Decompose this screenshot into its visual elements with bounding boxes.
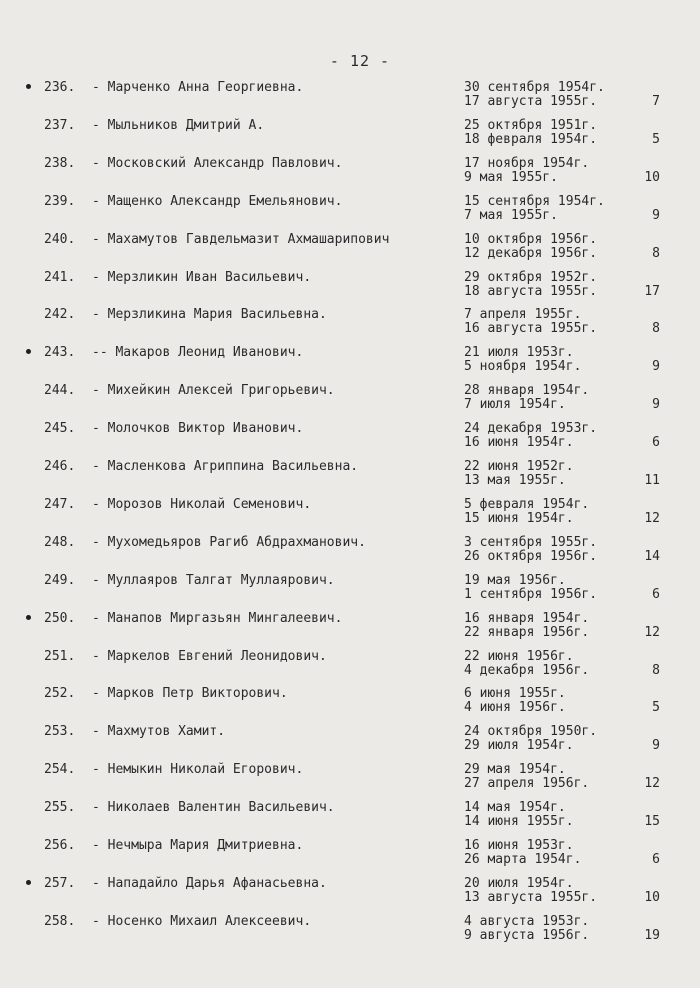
person-name: - Нечмыра Мария Дмитриевна. [92,838,304,853]
date-first: 16 июня 1953г. [464,838,574,853]
entry-count: 5 [652,131,660,147]
list-item [0,686,700,724]
date-second: 7 мая 1955г. [464,207,558,223]
list-item [0,573,700,611]
entry-count: 12 [644,510,660,526]
entry-number: 245. [44,421,76,437]
person-name: - Махамутов Гавдельмазит Ахмашарипович [92,231,390,247]
entry-count: 6 [652,852,660,867]
list-item [0,232,700,270]
date-second: 5 ноября 1954г. [464,359,582,375]
entry-number: 250. [44,610,76,626]
entry-number: 238. [44,155,76,171]
entry-count: 8 [652,245,660,261]
entry-count: 12 [644,624,660,640]
person-name: - Московский Александр Павлович. [92,155,343,171]
date-second: 9 августа 1956г. [464,927,590,943]
list-item [0,383,700,421]
person-name: - Мерзликина Мария Васильевна. [92,307,327,323]
list-item [0,838,700,876]
list-item [0,800,700,838]
date-second: 4 июня 1956г. [464,700,566,716]
date-first: 19 мая 1956г. [464,572,566,588]
date-second: 26 октября 1956г. [464,548,598,564]
entry-count: 15 [644,814,660,830]
date-first: 22 июня 1956г. [464,648,574,664]
entry-number: 244. [44,383,76,399]
margin-mark [26,84,31,89]
entry-count: 12 [644,776,660,792]
date-first: 29 октября 1952г. [464,269,598,285]
person-name: - Морозов Николай Семенович. [92,496,312,512]
entry-number: 248. [44,534,76,550]
date-first: 29 мая 1954г. [464,762,566,778]
person-name: - Немыкин Николай Егорович. [92,762,304,778]
page-number: - 12 - [329,52,391,70]
entry-count: 7 [652,94,660,109]
list-item [0,459,700,497]
entry-number: 253. [44,724,76,740]
person-name: - Мащенко Александр Емельянович. [92,193,343,209]
list-item [0,156,700,194]
person-name: - Мыльников Дмитрий А. [92,117,265,133]
entry-number: 237. [44,117,76,133]
list-item [0,270,700,308]
entry-number: 252. [44,686,76,702]
entry-number: 246. [44,459,76,474]
list-item [0,535,700,573]
date-second: 17 августа 1955г. [464,94,598,109]
entry-number: 241. [44,269,76,285]
date-first: 30 сентября 1954г. [464,80,605,95]
date-first: 24 декабря 1953г. [464,421,598,437]
date-second: 9 мая 1955г. [464,169,558,185]
person-name: - Манапов Миргазьян Мингалеевич. [92,610,343,626]
entry-count: 6 [652,586,660,602]
person-name: - Марченко Анна Георгиевна. [92,80,304,95]
date-first: 21 июля 1953г. [464,345,574,361]
person-name: - Масленкова Агриппина Васильевна. [92,459,359,474]
list-item [0,762,700,800]
date-first: 14 мая 1954г. [464,800,566,816]
list-item [0,497,700,535]
entry-count: 11 [644,473,660,488]
entry-count: 5 [652,700,660,716]
margin-mark [26,880,31,885]
entry-count: 9 [652,397,660,413]
list-item [0,914,700,952]
list-item [0,345,700,383]
date-second: 27 апреля 1956г. [464,776,590,792]
entry-count: 8 [652,662,660,678]
entry-number: 239. [44,193,76,209]
person-name: - Муллаяров Талгат Муллаярович. [92,572,335,588]
date-second: 16 августа 1955г. [464,321,598,337]
date-second: 22 января 1956г. [464,624,590,640]
date-first: 17 ноября 1954г. [464,155,590,171]
entry-number: 243. [44,345,76,361]
entry-number: 254. [44,762,76,778]
date-first: 10 октября 1956г. [464,231,598,247]
entry-number: 256. [44,838,76,853]
date-first: 16 января 1954г. [464,610,590,626]
person-name: - Мухомедьяров Рагиб Абдрахманович. [92,534,366,550]
list-item [0,194,700,232]
margin-mark [26,615,31,620]
entry-number: 258. [44,913,76,929]
entry-count: 8 [652,321,660,337]
date-second: 16 июня 1954г. [464,435,574,451]
date-first: 3 сентября 1955г. [464,534,598,550]
date-second: 1 сентября 1956г. [464,586,598,602]
person-name: - Мерзликин Иван Васильевич. [92,269,312,285]
person-name: - Николаев Валентин Васильевич. [92,800,335,816]
person-name: -- Макаров Леонид Иванович. [92,345,304,361]
date-first: 6 июня 1955г. [464,686,566,702]
person-name: - Маркелов Евгений Леонидович. [92,648,327,664]
entry-number: 251. [44,648,76,664]
list-item [0,421,700,459]
list-item [0,876,700,914]
date-first: 28 января 1954г. [464,383,590,399]
date-second: 26 марта 1954г. [464,852,582,867]
person-name: - Михейкин Алексей Григорьевич. [92,383,335,399]
person-name: - Марков Петр Викторович. [92,686,288,702]
date-first: 20 июля 1954г. [464,875,574,891]
list-item [0,724,700,762]
date-second: 13 августа 1955г. [464,889,598,905]
date-first: 5 февраля 1954г. [464,496,590,512]
entry-number: 257. [44,875,76,891]
person-name: - Махмутов Хамит. [92,724,226,740]
list-item [0,118,700,156]
list-item [0,307,700,345]
entry-count: 14 [644,548,660,564]
entry-number: 242. [44,307,76,323]
entry-number: 240. [44,231,76,247]
entry-number: 247. [44,496,76,512]
list-item [0,80,700,118]
date-first: 22 июня 1952г. [464,459,574,474]
date-second: 13 мая 1955г. [464,473,566,488]
date-second: 29 июля 1954г. [464,738,574,754]
date-second: 14 июня 1955г. [464,814,574,830]
entry-count: 17 [644,283,660,299]
person-name: - Молочков Виктор Иванович. [92,421,304,437]
date-first: 15 сентября 1954г. [464,193,605,209]
entry-count: 6 [652,435,660,451]
entry-count: 9 [652,738,660,754]
entry-count: 9 [652,359,660,375]
date-first: 24 октября 1950г. [464,724,598,740]
date-first: 25 октября 1951г. [464,117,598,133]
date-second: 12 декабря 1956г. [464,245,598,261]
entry-count: 10 [644,889,660,905]
entry-number: 236. [44,80,76,95]
date-second: 4 декабря 1956г. [464,662,590,678]
margin-mark [26,349,31,354]
entry-count: 9 [652,207,660,223]
entry-number: 255. [44,800,76,816]
entry-count: 19 [644,927,660,943]
person-name: - Нападайло Дарья Афанасьевна. [92,875,327,891]
date-second: 15 июня 1954г. [464,510,574,526]
entry-number: 249. [44,572,76,588]
person-name: - Носенко Михаил Алексеевич. [92,913,312,929]
date-second: 7 июля 1954г. [464,397,566,413]
entry-count: 10 [644,169,660,185]
date-second: 18 августа 1955г. [464,283,598,299]
date-first: 4 августа 1953г. [464,913,590,929]
date-first: 7 апреля 1955г. [464,307,582,323]
date-second: 18 февраля 1954г. [464,131,598,147]
list-item [0,611,700,649]
list-item [0,649,700,687]
